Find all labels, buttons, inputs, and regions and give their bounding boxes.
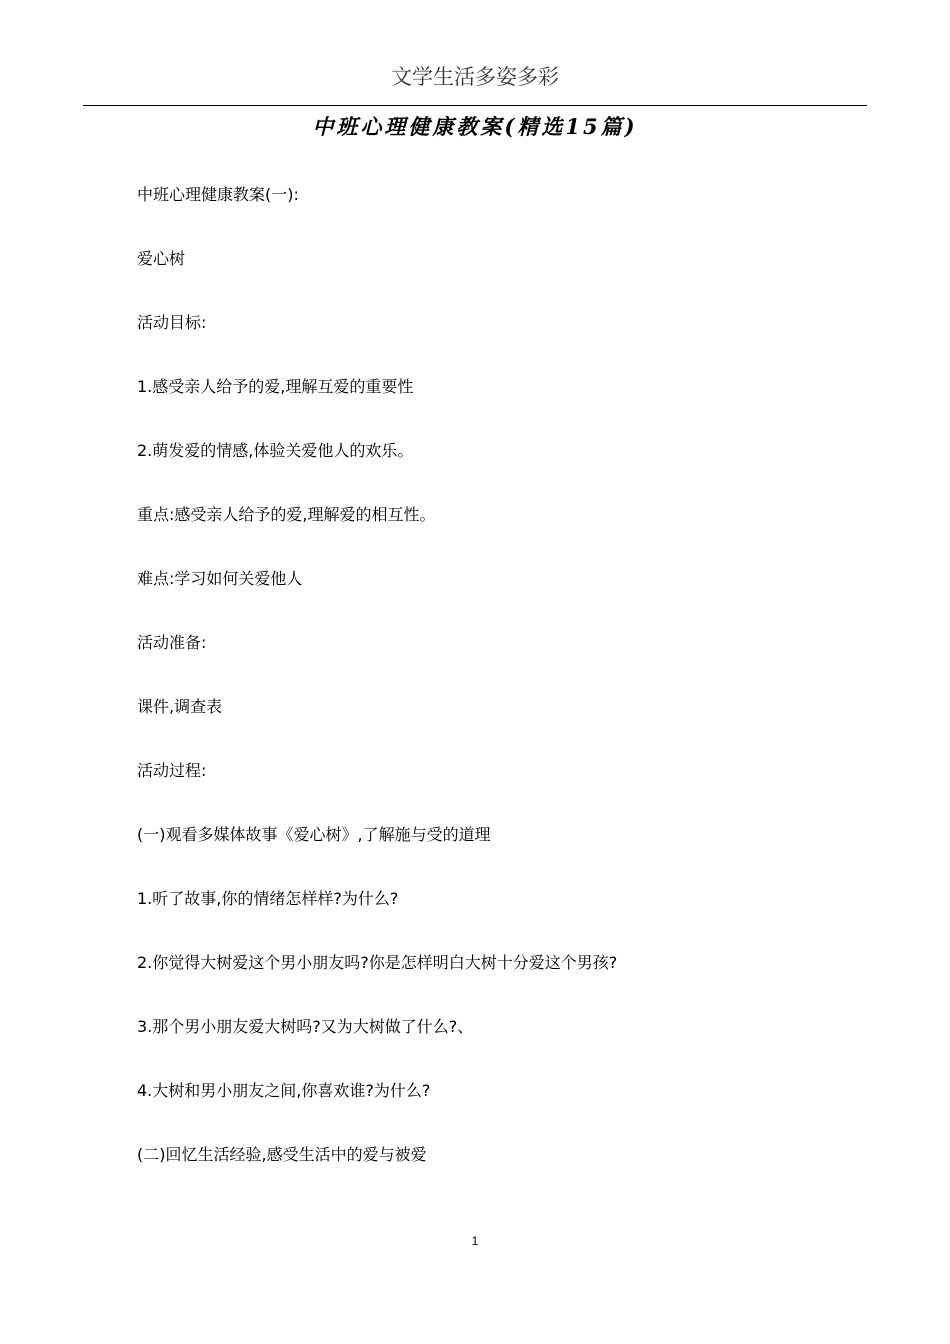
paragraph-goals-heading: 活动目标:	[137, 313, 207, 332]
paragraph-preparation-heading: 活动准备:	[137, 633, 207, 652]
paragraph-question-3: 3.那个男小朋友爱大树吗?又为大树做了什么?、	[137, 1017, 474, 1036]
paragraph-step-2: (二)回忆生活经验,感受生活中的爱与被爱	[137, 1145, 427, 1164]
paragraph-goal-1: 1.感受亲人给予的爱,理解互爱的重要性	[137, 377, 414, 396]
paragraph-difficulty: 难点:学习如何关爱他人	[137, 569, 303, 588]
document-body	[137, 182, 837, 1206]
paragraph-process-heading: 活动过程:	[137, 761, 207, 780]
paragraph-lesson-name: 爱心树	[137, 249, 186, 268]
paragraph-question-1: 1.听了故事,你的情绪怎样样?为什么?	[137, 889, 399, 908]
header-divider	[83, 105, 867, 106]
paragraph-step-1: (一)观看多媒体故事《爱心树》,了解施与受的道理	[137, 825, 491, 844]
paragraph-question-2: 2.你觉得大树爱这个男小朋友吗?你是怎样明白大树十分爱这个男孩?	[137, 953, 618, 972]
paragraph-question-4: 4.大树和男小朋友之间,你喜欢谁?为什么?	[137, 1081, 431, 1100]
page-header-title: 文学生活多姿多彩	[391, 65, 559, 89]
paragraph-section-heading: 中班心理健康教案(一):	[137, 185, 299, 204]
page-number: 1	[471, 1234, 479, 1248]
document-title: 中班心理健康教案(精选15篇)	[312, 114, 638, 139]
paragraph-preparation: 课件,调查表	[137, 697, 223, 716]
paragraph-key-point: 重点:感受亲人给予的爱,理解爱的相互性。	[137, 505, 436, 524]
paragraph-goal-2: 2.萌发爱的情感,体验关爱他人的欢乐。	[137, 441, 414, 460]
